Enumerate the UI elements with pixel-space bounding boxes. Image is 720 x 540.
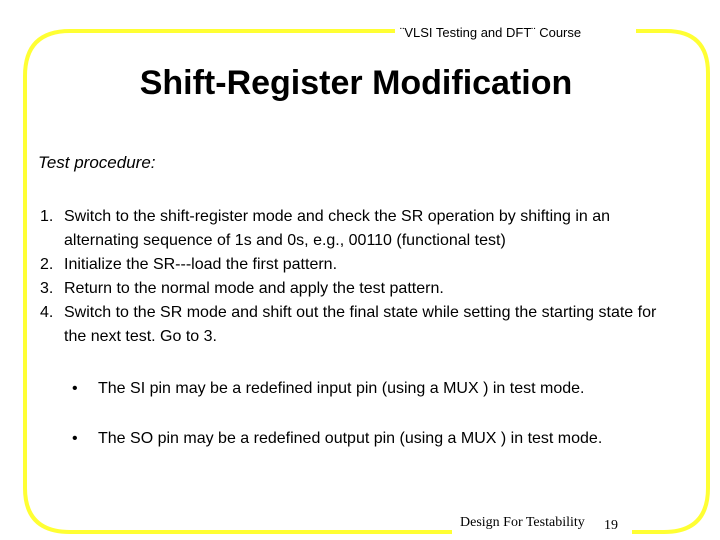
procedure-list [40,205,680,349]
list-item [40,301,680,349]
list-item [40,253,680,277]
bullet-text: The SI pin may be a redefined input pin (using a MUX ) in test mode. [98,380,585,397]
list-item [40,205,680,253]
notes-list [70,378,690,450]
bullet-item [70,378,690,400]
page-number: 19 [604,518,618,533]
list-item [40,277,680,301]
slide-title: Shift-Register Modification [139,64,573,102]
step-number: 1. [40,208,54,225]
footer-label: Design For Testability [460,515,585,530]
procedure-heading: Test procedure: [38,153,156,172]
step-number: 4. [40,304,54,321]
bullet-text: The SO pin may be a redefined output pin (using a MUX ) in test mode. [98,430,603,447]
bullet-item [70,428,690,450]
bullet-icon: • [72,380,78,397]
step-text: Initialize the SR---load the first pattern. [64,256,338,273]
step-number: 2. [40,256,54,273]
step-number: 3. [40,280,54,297]
bullet-icon: • [72,430,78,447]
step-text: Switch to the shift-register mode and check the SR operation by shifting in an alternating sequence of 1s and 0s, e.g., 00110 (functional test) [64,208,611,249]
step-text: Switch to the SR mode and shift out the final state while setting the starting state for the next test. Go to 3. [64,304,657,345]
step-text: Return to the normal mode and apply the test pattern. [64,280,444,297]
course-label: ¨VLSI Testing and DFT¨ Course [400,25,582,40]
